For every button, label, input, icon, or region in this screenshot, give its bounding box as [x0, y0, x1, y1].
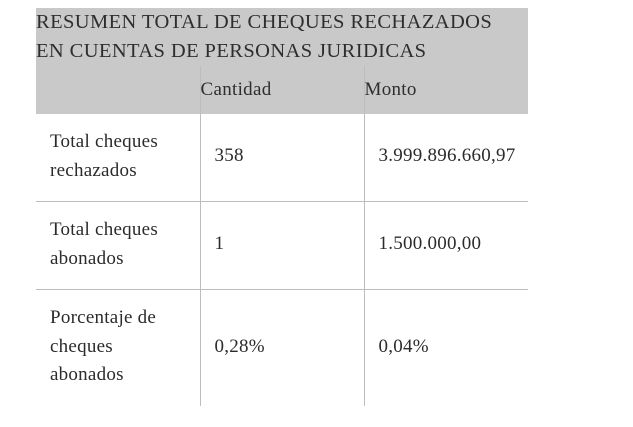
column-header-label	[36, 66, 200, 114]
row-amount: 1.500.000,00	[364, 202, 528, 290]
row-label-line: Total cheques	[50, 219, 158, 241]
row-label	[36, 290, 200, 406]
row-quantity: 358	[200, 114, 364, 202]
row-amount: 3.999.896.660,97	[364, 114, 528, 202]
row-quantity: 0,28%	[200, 290, 364, 406]
row-label-line: abonados	[50, 247, 124, 269]
row-label	[36, 114, 200, 202]
row-quantity: 1	[200, 202, 364, 290]
row-label-line: Total cheques	[50, 131, 158, 153]
row-label-line: cheques	[50, 335, 113, 357]
table-row	[36, 114, 528, 202]
table-title	[36, 8, 528, 66]
table-title-line-2: EN CUENTAS DE PERSONAS JURIDICAS	[36, 40, 427, 63]
table-row	[36, 290, 528, 406]
row-label-line: abonados	[50, 364, 124, 386]
column-header-amount: Monto	[364, 66, 528, 114]
summary-table	[36, 8, 528, 406]
table-row	[36, 202, 528, 290]
row-amount: 0,04%	[364, 290, 528, 406]
row-label-line: rechazados	[50, 159, 137, 181]
column-header-quantity: Cantidad	[200, 66, 364, 114]
table-header-row	[36, 66, 528, 114]
table-title-row	[36, 8, 528, 66]
summary-table-container	[36, 8, 528, 406]
row-label	[36, 202, 200, 290]
row-label-line: Porcentaje de	[50, 307, 157, 329]
table-title-line-1: RESUMEN TOTAL DE CHEQUES RECHAZADOS	[36, 11, 493, 33]
